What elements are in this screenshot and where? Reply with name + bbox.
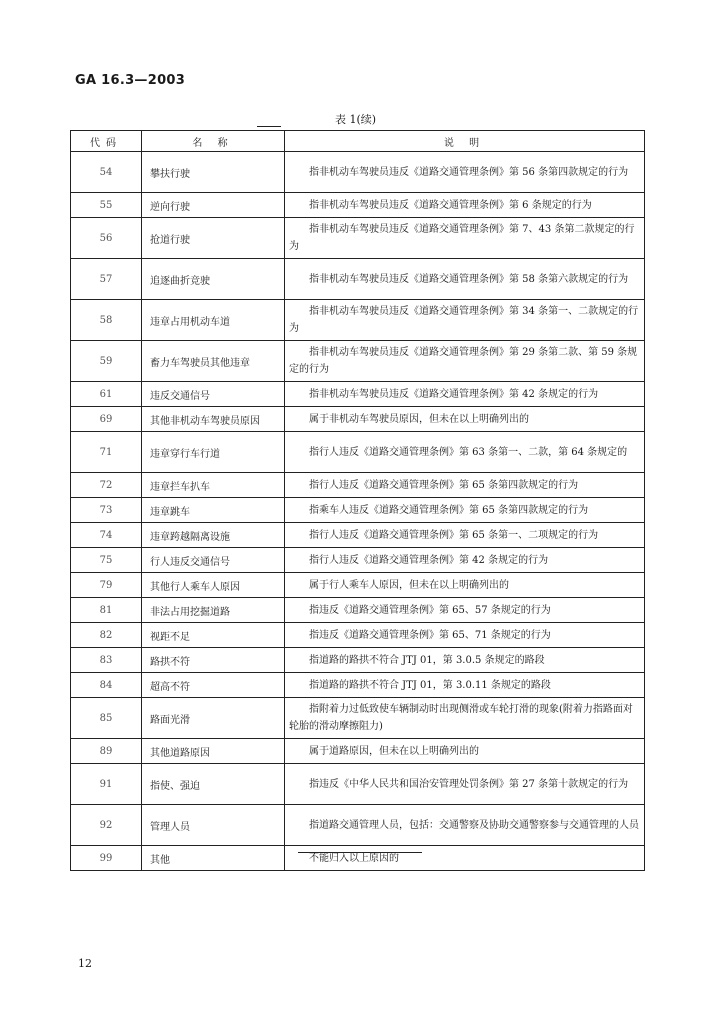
table-row: [71, 648, 645, 673]
table-row: [71, 573, 645, 598]
table-row: [71, 300, 645, 341]
table-header-row: [71, 131, 645, 152]
table-body: [71, 152, 645, 871]
row-name: 路拱不符: [142, 648, 285, 673]
table-row: [71, 259, 645, 300]
row-name: 追逐曲折竞驶: [142, 259, 285, 300]
row-description: 指非机动车驾驶员违反《道路交通管理条例》第 7、43 条第二款规定的行为: [285, 218, 645, 259]
row-description: 指附着力过低致使车辆制动时出现侧滑或车轮打滑的现象(附着力指路面对轮胎的滑动摩擦阻力): [285, 698, 645, 739]
table-row: [71, 598, 645, 623]
row-code: 54: [71, 152, 142, 193]
row-name: 管理人员: [142, 805, 285, 846]
table-row: [71, 764, 645, 805]
row-description: 指道路交通管理人员，包括：交通警察及协助交通警察参与交通管理的人员: [285, 805, 645, 846]
row-name: 其他行人乘车人原因: [142, 573, 285, 598]
table-row: [71, 846, 645, 871]
table-row: [71, 739, 645, 764]
row-code: 61: [71, 382, 142, 407]
row-description: 指违反《中华人民共和国治安管理处罚条例》第 27 条第十款规定的行为: [285, 764, 645, 805]
row-name: 违章占用机动车道: [142, 300, 285, 341]
row-name: 行人违反交通信号: [142, 548, 285, 573]
row-code: 71: [71, 432, 142, 473]
row-name: 路面光滑: [142, 698, 285, 739]
row-code: 69: [71, 407, 142, 432]
row-code: 92: [71, 805, 142, 846]
row-description: 指乘车人违反《道路交通管理条例》第 65 条第四款规定的行为: [285, 498, 645, 523]
row-description: 指道路的路拱不符合 JTJ 01，第 3.0.5 条规定的路段: [285, 648, 645, 673]
row-name: 违章跨越隔离设施: [142, 523, 285, 548]
row-name: 攀扶行驶: [142, 152, 285, 193]
table-row: [71, 218, 645, 259]
table-row: [71, 432, 645, 473]
row-name: 违章拦车扒车: [142, 473, 285, 498]
row-name: 其他: [142, 846, 285, 871]
row-name: 违章跳车: [142, 498, 285, 523]
row-code: 81: [71, 598, 142, 623]
table-row: [71, 523, 645, 548]
row-code: 91: [71, 764, 142, 805]
row-code: 56: [71, 218, 142, 259]
row-code: 83: [71, 648, 142, 673]
row-code: 59: [71, 341, 142, 382]
row-description: 指行人违反《道路交通管理条例》第 42 条规定的行为: [285, 548, 645, 573]
table-row: [71, 498, 645, 523]
row-code: 89: [71, 739, 142, 764]
row-name: 逆向行驶: [142, 193, 285, 218]
row-name: 其他非机动车驾驶员原因: [142, 407, 285, 432]
table-row: [71, 341, 645, 382]
row-description: 指行人违反《道路交通管理条例》第 63 条第一、二款，第 64 条规定的: [285, 432, 645, 473]
column-header-code: 代码: [71, 131, 142, 152]
row-code: 85: [71, 698, 142, 739]
row-name: 违反交通信号: [142, 382, 285, 407]
table-row: [71, 152, 645, 193]
table-row: [71, 623, 645, 648]
row-code: 75: [71, 548, 142, 573]
row-code: 72: [71, 473, 142, 498]
table-row: [71, 673, 645, 698]
standard-code: GA 16.3—2003: [75, 73, 186, 88]
code-table: [70, 130, 645, 871]
table-row: [71, 407, 645, 432]
row-code: 99: [71, 846, 142, 871]
row-description: 属于行人乘车人原因，但未在以上明确列出的: [285, 573, 645, 598]
row-description: 指非机动车驾驶员违反《道路交通管理条例》第 58 条第六款规定的行为: [285, 259, 645, 300]
row-description: 属于道路原因，但未在以上明确列出的: [285, 739, 645, 764]
end-rule: [298, 852, 422, 853]
row-description: 指非机动车驾驶员违反《道路交通管理条例》第 29 条第二款、第 59 条规定的行为: [285, 341, 645, 382]
table-row: [71, 805, 645, 846]
row-description: 指违反《道路交通管理条例》第 65、57 条规定的行为: [285, 598, 645, 623]
table-row: [71, 698, 645, 739]
caption-rule: [257, 126, 281, 127]
row-description: 指行人违反《道路交通管理条例》第 65 条第四款规定的行为: [285, 473, 645, 498]
table-row: [71, 382, 645, 407]
page-number: 12: [78, 957, 92, 970]
row-description: 不能归入以上原因的: [285, 846, 645, 871]
row-description: 指非机动车驾驶员违反《道路交通管理条例》第 34 条第一、二款规定的行为: [285, 300, 645, 341]
table-row: [71, 548, 645, 573]
row-name: 违章穿行车行道: [142, 432, 285, 473]
row-description: 指行人违反《道路交通管理条例》第 65 条第一、二项规定的行为: [285, 523, 645, 548]
row-code: 74: [71, 523, 142, 548]
column-header-description: 说 明: [285, 131, 645, 152]
table-row: [71, 193, 645, 218]
row-description: 属于非机动车驾驶员原因，但未在以上明确列出的: [285, 407, 645, 432]
row-name: 非法占用挖掘道路: [142, 598, 285, 623]
row-code: 58: [71, 300, 142, 341]
row-code: 82: [71, 623, 142, 648]
row-name: 指使、强迫: [142, 764, 285, 805]
row-code: 79: [71, 573, 142, 598]
row-code: 57: [71, 259, 142, 300]
column-header-name: 名 称: [142, 131, 285, 152]
row-description: 指非机动车驾驶员违反《道路交通管理条例》第 42 条规定的行为: [285, 382, 645, 407]
row-description: 指非机动车驾驶员违反《道路交通管理条例》第 6 条规定的行为: [285, 193, 645, 218]
row-description: 指违反《道路交通管理条例》第 65、71 条规定的行为: [285, 623, 645, 648]
row-code: 73: [71, 498, 142, 523]
row-description: 指非机动车驾驶员违反《道路交通管理条例》第 56 条第四款规定的行为: [285, 152, 645, 193]
row-code: 84: [71, 673, 142, 698]
row-description: 指道路的路拱不符合 JTJ 01，第 3.0.11 条规定的路段: [285, 673, 645, 698]
table-row: [71, 473, 645, 498]
row-name: 超高不符: [142, 673, 285, 698]
row-name: 畜力车驾驶员其他违章: [142, 341, 285, 382]
table-caption: 表 1(续): [335, 113, 377, 126]
row-code: 55: [71, 193, 142, 218]
row-name: 视距不足: [142, 623, 285, 648]
row-name: 抢道行驶: [142, 218, 285, 259]
row-name: 其他道路原因: [142, 739, 285, 764]
